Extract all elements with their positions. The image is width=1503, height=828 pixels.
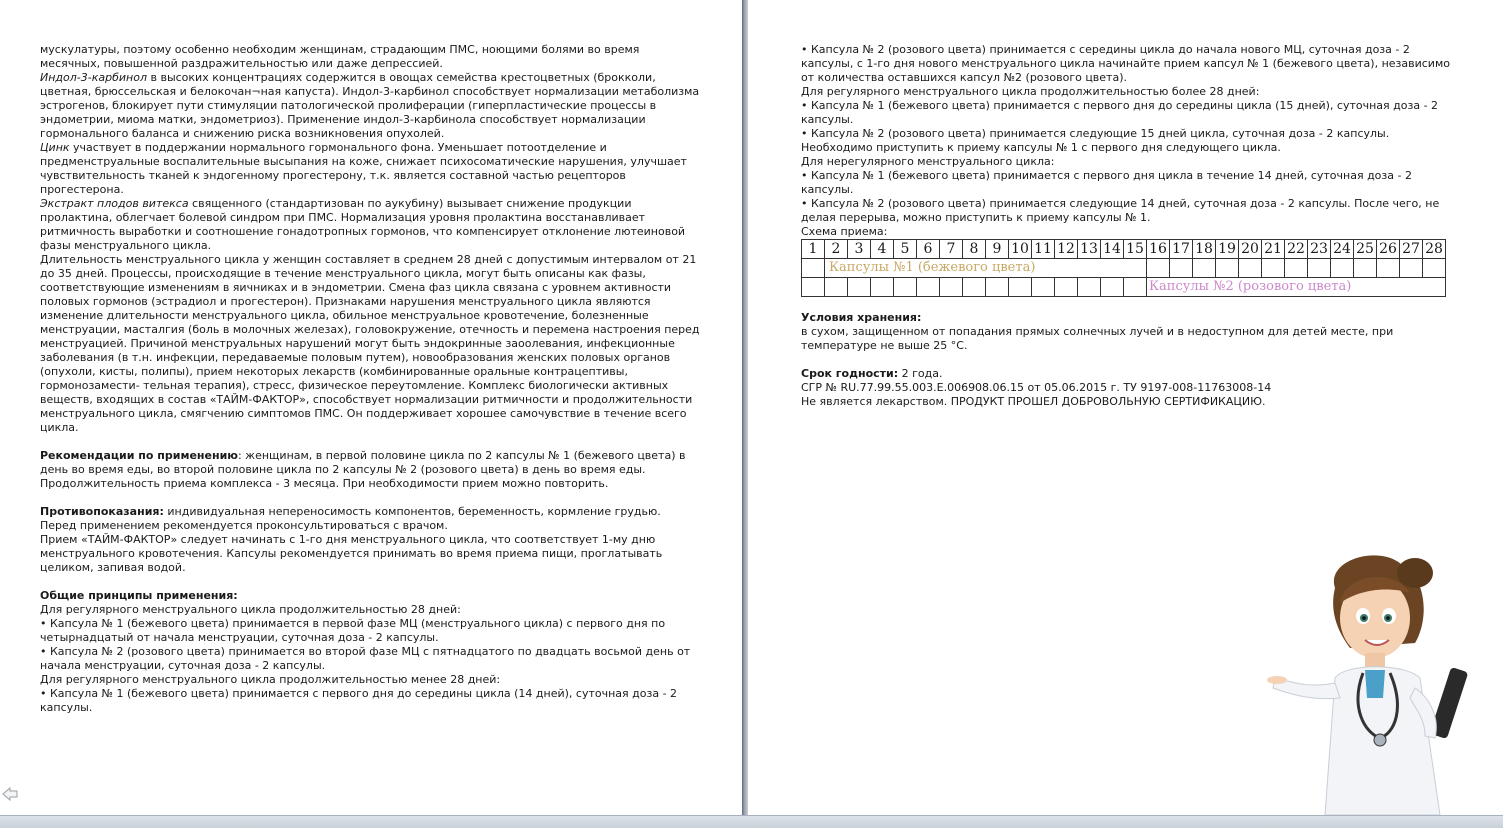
general-line-2: • Капсула № 1 (бежевого цвета) принимается в первой фазе МЦ (менструального цикла) с первого дня по четырнадцатый от начала менструации, суточная доза - 2 капсулы.: [40, 617, 666, 644]
day-cell: 21: [1262, 240, 1285, 259]
day-cell: 4: [871, 240, 894, 259]
not-a-drug-note: Не является лекарством. ПРОДУКТ ПРОШЕЛ ДОБРОВОЛЬНУЮ СЕРТИФИКАЦИЮ.: [801, 395, 1266, 408]
day-cell: 9: [986, 240, 1009, 259]
day-cell: 18: [1193, 240, 1216, 259]
term-zinc: Цинк: [40, 141, 70, 154]
text-indole: в высоких концентрациях содержится в овощах семейства крестоцветных (брокколи, цветная, брюссельская и белокочан¬ная капуста). Индол-3-карбинол способствует нормализации метаболизма эстрогенов, блокирует пути стимуляции патологической пролиферации (гиперпластические процессы в эндометрии, миома матки, эндометриоз). Применение индол-3-карбинола способствует нормализации гормонального баланса и снижению риска возникновения опухолей.: [40, 71, 700, 140]
day-cell: 15: [1124, 240, 1147, 259]
shelf-life-text: 2 года.: [898, 367, 943, 380]
term-indole: Индол-3-карбинол: [40, 71, 147, 84]
day-cell: 20: [1239, 240, 1262, 259]
right-line-4: • Капсула № 2 (розового цвета) принимается следующие 15 дней цикла, суточная доза - 2 капсулы.: [801, 127, 1390, 140]
contraindications-text: индивидуальная непереносимость компонентов, беременность, кормление грудью. Перед применением рекомендуется проконсультироваться с врачом.: [40, 505, 661, 532]
storage-title: Условия хранения:: [801, 311, 922, 324]
text-vitex: священного (стандартизован по аукубину) вызывает снижение продукции пролактина, облегчает болевой синдром при ПМС. Нормализация уровня пролактина восстанавливает ритмичность выработки и соотношение гонадотропных гормонов, что компенсирует отклонение лютеиновой фазы менструального цикла.: [40, 197, 686, 252]
recommendations-title: Рекомендации по применению: [40, 449, 238, 462]
day-cell: 24: [1331, 240, 1354, 259]
right-line-6: Для нерегулярного менструального цикла:: [801, 155, 1055, 168]
day-cell: 23: [1308, 240, 1331, 259]
right-column: [801, 43, 1453, 409]
right-line-8: • Капсула № 2 (розового цвета) принимается следующие 14 дней, суточная доза - 2 капсулы. После чего, не делая перерыва, можно приступить к приему капсулы № 1.: [801, 197, 1440, 224]
day-cell: 17: [1170, 240, 1193, 259]
day-cell: 10: [1009, 240, 1032, 259]
day-cell: 12: [1055, 240, 1078, 259]
shelf-life-title: Срок годности:: [801, 367, 899, 380]
paragraph-indole: [40, 71, 700, 141]
right-line-5: Необходимо приступить к приему капсулы № 1 с первого дня следующего цикла.: [801, 141, 1281, 154]
recommendations-text: : женщинам, в первой половине цикла по 2 капсулы № 1 (бежевого цвета) в день во время еды, во второй половине цикла по 2 капсулы № 2 (розового цвета) в день во время еды. Продолжительность приема комплекса - 3 месяца. При необходимости прием можно повторить.: [40, 449, 686, 490]
general-principles-title: Общие принципы применения:: [40, 589, 238, 602]
day-cell: 27: [1400, 240, 1423, 259]
general-line-3: • Капсула № 2 (розового цвета) принимается во второй фазе МЦ с пятнадцатого по двадцать восьмой день от начала менструации, суточная доза - 2 капсулы.: [40, 645, 691, 672]
right-line-2: Для регулярного менструального цикла продолжительностью более 28 дней:: [801, 85, 1260, 98]
day-cell: 28: [1423, 240, 1446, 259]
intake-scheme-table: [801, 239, 1446, 297]
day-cell: 19: [1216, 240, 1239, 259]
general-line-5: • Капсула № 1 (бежевого цвета) принимается с первого дня до середины цикла (14 дней), суточная доза - 2 капсулы.: [40, 687, 678, 714]
day-cell: 11: [1032, 240, 1055, 259]
contraindications-title: Противопоказания:: [40, 505, 164, 518]
day-cell: 6: [917, 240, 940, 259]
general-line-1: Для регулярного менструального цикла продолжительностью 28 дней:: [40, 603, 461, 616]
bottom-scrollbar[interactable]: [0, 815, 1503, 828]
right-line-3: • Капсула № 1 (бежевого цвета) принимается с первого дня до середины цикла (15 дней), суточная доза - 2 капсулы.: [801, 99, 1439, 126]
capsule1-row: [802, 259, 1446, 278]
scheme-label: Схема приема:: [801, 225, 888, 238]
day-cell: 2: [825, 240, 848, 259]
paragraph-contraindications: [40, 505, 700, 533]
day-cell: 26: [1377, 240, 1400, 259]
paragraph-muscles: мускулатуры, поэтому особенно необходим женщинам, страдающим ПМС, ноющими болями во время месячных, повышенной раздражительностью или даже депрессией.: [40, 43, 640, 70]
left-column: [40, 43, 700, 715]
doctor-illustration: [1265, 548, 1495, 815]
general-line-4: Для регулярного менструального цикла продолжительностью менее 28 дней:: [40, 673, 501, 686]
day-cell: 1: [802, 240, 825, 259]
paragraph-recommendations: [40, 449, 700, 491]
text-zinc: участвует в поддержании нормального гормонального фона. Уменьшает потоотделение и предменструальные воспалительные высыпания на коже, снижает психосоматические нарушения, улучшает чувствительность тканей к эндогенному прогестерону, т.к. является составной частью рецепторов прогестерона.: [40, 141, 687, 196]
right-line-1: • Капсула № 2 (розового цвета) принимается с середины цикла до начала нового МЦ, суточная доза - 2 капсулы, с 1-го дня нового менструального цикла начинайте прием капсул № 1 (бежевого цвета), независимо от количества оставшихся капсул №2 (розового цвета).: [801, 43, 1450, 84]
sgr-number: СГР № RU.77.99.55.003.Е.006908.06.15 от 05.06.2015 г. ТУ 9197-008-11763008-14: [801, 381, 1272, 394]
shelf-life: [801, 367, 1453, 381]
paragraph-vitex: [40, 197, 700, 253]
capsule2-row: [802, 278, 1446, 297]
paragraph-intake-start: Прием «ТАЙМ-ФАКТОР» следует начинать с 1-го дня менструального цикла, что соответствует 1-му дню менструального кровотечения. Капсулы рекомендуется принимать во время приема пищи, проглатывать целиком, запивая водой.: [40, 533, 663, 574]
term-vitex: Экстракт плодов витекса: [40, 197, 189, 210]
day-cell: 7: [940, 240, 963, 259]
day-cell: 5: [894, 240, 917, 259]
day-cell: 13: [1078, 240, 1101, 259]
capsule2-label: Капсулы №2 (розового цвета): [1147, 278, 1446, 297]
storage-text: в сухом, защищенном от попадания прямых солнечных лучей и в недоступном для детей месте, при температуре не выше 25 °С.: [801, 325, 1394, 352]
day-cell: 8: [963, 240, 986, 259]
back-arrow-icon[interactable]: [2, 786, 18, 802]
day-cell: 16: [1147, 240, 1170, 259]
capsule1-label: Капсулы №1 (бежевого цвета): [825, 259, 1147, 278]
right-line-7: • Капсула № 1 (бежевого цвета) принимается с первого дня цикла в течение 14 дней, суточная доза - 2 капсулы.: [801, 169, 1412, 196]
paragraph-zinc: [40, 141, 700, 197]
day-cell: 25: [1354, 240, 1377, 259]
day-cell: 3: [848, 240, 871, 259]
day-cell: 14: [1101, 240, 1124, 259]
paragraph-cycle: Длительность менструального цикла у женщин составляет в среднем 28 дней с допустимым интервалом от 21 до 35 дней. Процессы, происходящие в течение менструального цикла, могут быть описаны как фазы, соответствующие изменениям в яичниках и в эндометрии. Смена фаз цикла связана с уровнем активности половых гормонов (эстрадиол и прогестерон). Признаками нарушения менструального цикла являются изменение длительности менструального цикла, обильное менструальное кровотечение, болезненные менструации, масталгия (боль в молочных железах), головокружение, отечность и перемена настроения перед менструацией. Причиной менструальных нарушений могут быть эндокринные заоолевания, инфекционные заболевания (в т.н. инфекции, передаваемые половым путем), новообразования женских половых органов (опухоли, кисты, полипы), прием некоторых лекарств (комбинированные оральные контрацептивы, гормонозамести- тельная терапия), стресс, физическое переутомление. Комплекс биологически активных веществ, входящих в состав «ТАЙМ-ФАКТОР», способствует нормализации ритмичности и продолжительности менструального цикла, смягчению симптомов ПМС. Он поддерживает хорошее самочувствие в течение всего цикла.: [40, 253, 700, 434]
day-cell: 22: [1285, 240, 1308, 259]
days-row: [802, 240, 1446, 259]
